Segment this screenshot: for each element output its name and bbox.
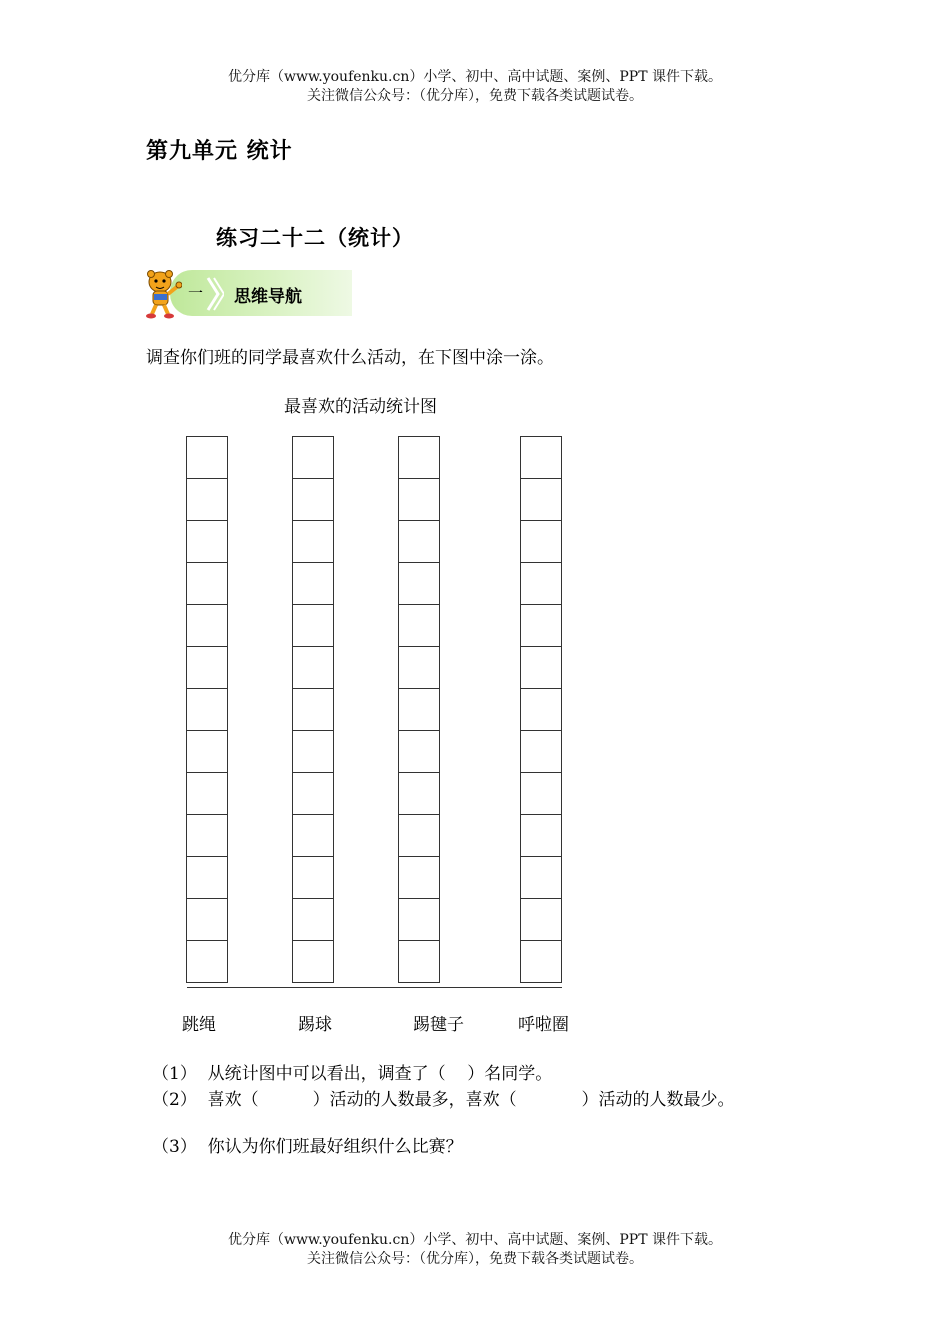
grid-cell[interactable] (398, 730, 440, 772)
question-2: （2） 喜欢（ ）活动的人数最多，喜欢（ ）活动的人数最少。 (152, 1090, 735, 1110)
grid-cell[interactable] (398, 520, 440, 562)
grid-cell[interactable] (398, 940, 440, 983)
question-3: （3） 你认为你们班最好组织什么比赛？ (152, 1137, 463, 1157)
grid-cell[interactable] (520, 478, 562, 520)
unit-title: 第九单元 统计 (146, 139, 293, 164)
grid-cell[interactable] (186, 898, 228, 940)
grid-cell[interactable] (292, 478, 334, 520)
grid-cell[interactable] (186, 772, 228, 814)
grid-cell[interactable] (398, 646, 440, 688)
header-line-2: 关注微信公众号：（优分库），免费下载各类试题试卷。 (307, 88, 643, 104)
grid-cell[interactable] (292, 940, 334, 983)
grid-cell[interactable] (520, 730, 562, 772)
grid-cell[interactable] (292, 520, 334, 562)
category-label: 踢球 (298, 1015, 332, 1035)
question-1: （1） 从统计图中可以看出，调查了（ ）名同学。 (152, 1064, 553, 1084)
grid-cell[interactable] (520, 436, 562, 478)
grid-cell[interactable] (186, 856, 228, 898)
footer-line-2: 关注微信公众号：（优分库），免费下载各类试题试卷。 (307, 1251, 643, 1267)
grid-cell[interactable] (520, 940, 562, 983)
grid-cell[interactable] (520, 646, 562, 688)
footer-line-1: 优分库（www.youfenku.cn）小学、初中、高中试题、案例、PPT 课件下载。 (227, 1232, 722, 1248)
category-label: 跳绳 (182, 1015, 216, 1035)
grid-cell[interactable] (398, 562, 440, 604)
grid-cell[interactable] (520, 898, 562, 940)
grid-cell[interactable] (398, 604, 440, 646)
grid-cell[interactable] (398, 478, 440, 520)
grid-cell[interactable] (520, 772, 562, 814)
category-label: 呼啦圈 (518, 1015, 569, 1035)
grid-cell[interactable] (398, 898, 440, 940)
grid-cell[interactable] (186, 688, 228, 730)
section-number: 一 (188, 284, 204, 302)
grid-cell[interactable] (186, 604, 228, 646)
grid-column-shuttlecock[interactable] (398, 436, 440, 983)
grid-cell[interactable] (520, 562, 562, 604)
grid-cell[interactable] (292, 688, 334, 730)
chart-title: 最喜欢的活动统计图 (284, 397, 437, 417)
section-banner (142, 268, 354, 320)
grid-cell[interactable] (520, 604, 562, 646)
grid-cell[interactable] (398, 772, 440, 814)
grid-baseline (187, 987, 562, 988)
grid-cell[interactable] (186, 478, 228, 520)
grid-cell[interactable] (292, 562, 334, 604)
grid-cell[interactable] (186, 520, 228, 562)
grid-cell[interactable] (292, 856, 334, 898)
header-line-1: 优分库（www.youfenku.cn）小学、初中、高中试题、案例、PPT 课件下载。 (227, 69, 722, 85)
grid-cell[interactable] (186, 730, 228, 772)
grid-cell[interactable] (398, 814, 440, 856)
grid-cell[interactable] (292, 814, 334, 856)
grid-cell[interactable] (186, 814, 228, 856)
category-label: 踢毽子 (413, 1015, 464, 1035)
grid-cell[interactable] (292, 436, 334, 478)
grid-cell[interactable] (520, 814, 562, 856)
grid-cell[interactable] (520, 520, 562, 562)
grid-cell[interactable] (292, 730, 334, 772)
grid-column-hula-hoop[interactable] (520, 436, 562, 983)
grid-cell[interactable] (520, 856, 562, 898)
chevron-decoration-icon (204, 276, 224, 312)
grid-column-jump-rope[interactable] (186, 436, 228, 983)
grid-cell[interactable] (398, 856, 440, 898)
grid-cell[interactable] (520, 688, 562, 730)
grid-cell[interactable] (292, 898, 334, 940)
instruction-text: 调查你们班的同学最喜欢什么活动，在下图中涂一涂。 (146, 348, 554, 368)
grid-cell[interactable] (186, 940, 228, 983)
exercise-title: 练习二十二（统计） (216, 226, 414, 250)
grid-cell[interactable] (398, 436, 440, 478)
grid-cell[interactable] (186, 436, 228, 478)
tiger-mascot-icon (142, 268, 182, 320)
grid-cell[interactable] (292, 646, 334, 688)
grid-cell[interactable] (292, 604, 334, 646)
grid-cell[interactable] (292, 772, 334, 814)
grid-cell[interactable] (186, 646, 228, 688)
grid-cell[interactable] (186, 562, 228, 604)
section-label: 思维导航 (234, 287, 302, 307)
grid-column-football[interactable] (292, 436, 334, 983)
grid-cell[interactable] (398, 688, 440, 730)
